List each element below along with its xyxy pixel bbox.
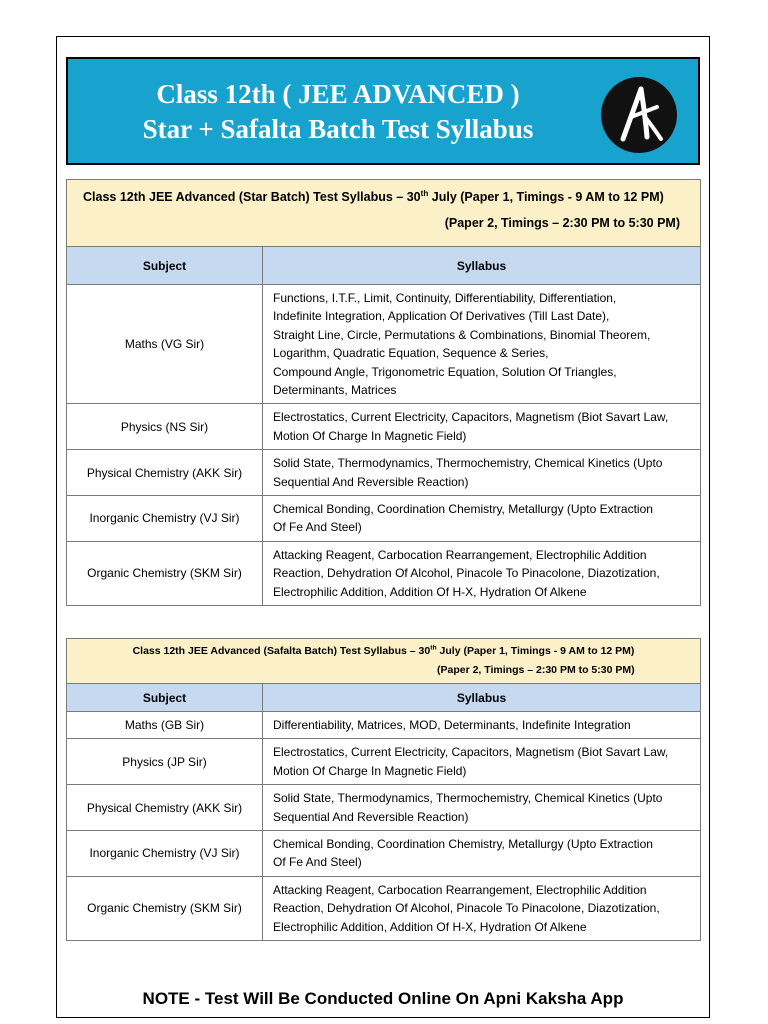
banner-title-line1: Class 12th ( JEE ADVANCED )	[156, 79, 520, 109]
column-header-subject: Subject	[67, 247, 263, 285]
syllabus-cell: Chemical Bonding, Coordination Chemistry, Metallurgy (Upto Extraction Of Fe And Steel)	[263, 831, 701, 877]
syllabus-cell: Solid State, Thermodynamics, Thermochemistry, Chemical Kinetics (Upto Sequential And Reversible Reaction)	[263, 450, 701, 496]
banner-title-line2: Star + Safalta Batch Test Syllabus	[142, 114, 534, 144]
syllabus-page	[56, 36, 710, 1018]
banner-title	[68, 77, 608, 147]
syllabus-cell: Attacking Reagent, Carbocation Rearrangement, Electrophilic Addition Reaction, Dehydration Of Alcohol, Pinacole To Pinacolone, Diazotization, Electrophilic Addition, Addition Of H-X, Hydration Of Alkene	[263, 876, 701, 940]
table-row	[67, 876, 701, 940]
table-row	[67, 739, 701, 785]
note-text: NOTE - Test Will Be Conducted Online On Apni Kaksha App	[142, 989, 624, 1008]
subject-cell: Maths (GB Sir)	[67, 712, 263, 739]
star-batch-table	[66, 179, 701, 606]
syllabus-cell: Functions, I.T.F., Limit, Continuity, Differentiability, Differentiation, Indefinite Integration, Application Of Derivatives (Till Last Date), Straight Line, Circle, Permutations & Combinations, Binomial Theorem, Logarithm, Quadratic Equation, Sequence & Series, Compound Angle, Trigonometric Equation, Solution Of Triangles, Determinants, Matrices	[263, 285, 701, 404]
subject-cell: Organic Chemistry (SKM Sir)	[67, 876, 263, 940]
safalta-batch-header	[67, 639, 701, 684]
safalta-batch-table	[66, 638, 701, 941]
table-row	[67, 712, 701, 739]
syllabus-cell: Attacking Reagent, Carbocation Rearrangement, Electrophilic Addition Reaction, Dehydration Of Alcohol, Pinacole To Pinacolone, Diazotization, Electrophilic Addition, Addition Of H-X, Hydration Of Alkene	[263, 541, 701, 605]
subject-cell: Inorganic Chemistry (VJ Sir)	[67, 831, 263, 877]
syllabus-cell: Electrostatics, Current Electricity, Capacitors, Magnetism (Biot Savart Law, Motion Of Charge In Magnetic Field)	[263, 404, 701, 450]
column-header-syllabus: Syllabus	[263, 684, 701, 712]
subject-cell: Physical Chemistry (AKK Sir)	[67, 450, 263, 496]
subject-cell: Physics (JP Sir)	[67, 739, 263, 785]
star-batch-header	[67, 180, 701, 247]
safalta-header-line1: Class 12th JEE Advanced (Safalta Batch) Test Syllabus – 30th July (Paper 1, Timings - 9 AM to 12 PM)	[132, 644, 635, 657]
star-header-line1: Class 12th JEE Advanced (Star Batch) Test Syllabus – 30th July (Paper 1, Timings - 9 AM to 12 PM)	[83, 188, 664, 204]
subject-cell: Maths (VG Sir)	[67, 285, 263, 404]
table-row	[67, 496, 701, 542]
subject-cell: Physical Chemistry (AKK Sir)	[67, 785, 263, 831]
column-header-subject: Subject	[67, 684, 263, 712]
table-row	[67, 285, 701, 404]
column-header-syllabus: Syllabus	[263, 247, 701, 285]
subject-cell: Physics (NS Sir)	[67, 404, 263, 450]
table-row	[67, 785, 701, 831]
syllabus-cell: Chemical Bonding, Coordination Chemistry, Metallurgy (Upto Extraction Of Fe And Steel)	[263, 496, 701, 542]
table-row	[67, 450, 701, 496]
syllabus-cell: Electrostatics, Current Electricity, Capacitors, Magnetism (Biot Savart Law, Motion Of Charge In Magnetic Field)	[263, 739, 701, 785]
subject-cell: Inorganic Chemistry (VJ Sir)	[67, 496, 263, 542]
syllabus-cell: Solid State, Thermodynamics, Thermochemistry, Chemical Kinetics (Upto Sequential And Reversible Reaction)	[263, 785, 701, 831]
table-row	[67, 404, 701, 450]
syllabus-cell: Differentiability, Matrices, MOD, Determinants, Indefinite Integration	[263, 712, 701, 739]
safalta-header-line2: (Paper 2, Timings – 2:30 PM to 5:30 PM)	[437, 664, 635, 676]
title-banner	[66, 57, 700, 165]
table-row	[67, 541, 701, 605]
star-header-line2: (Paper 2, Timings – 2:30 PM to 5:30 PM)	[444, 216, 680, 230]
apni-kaksha-logo-icon	[601, 77, 677, 153]
subject-cell: Organic Chemistry (SKM Sir)	[67, 541, 263, 605]
table-row	[67, 831, 701, 877]
